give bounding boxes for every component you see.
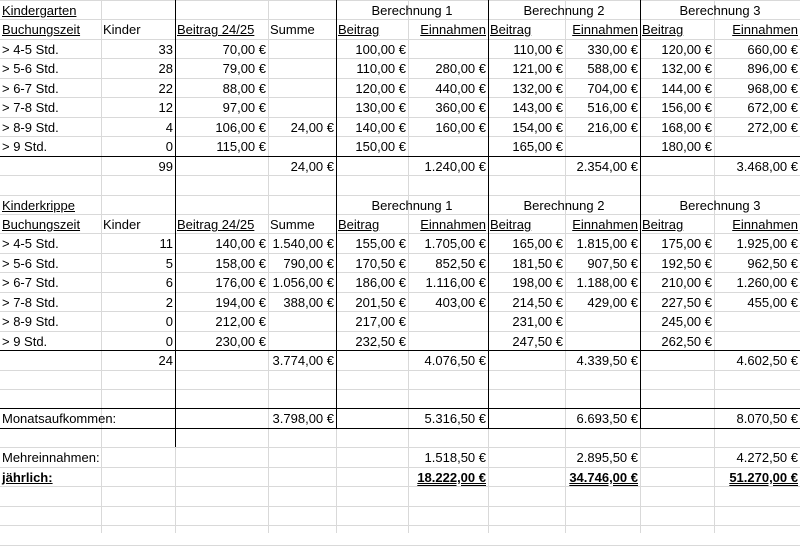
calc-title[interactable]: Berechnung 1 — [371, 3, 453, 18]
cell-kinder[interactable]: 4 — [165, 120, 173, 135]
cell-beitrag[interactable]: 140,00 € — [215, 236, 266, 251]
header-summe[interactable]: Summe — [270, 217, 315, 232]
cell-e2[interactable] — [565, 137, 640, 156]
cell-e3[interactable]: 272,00 € — [747, 120, 798, 135]
row-label[interactable]: > 6-7 Std. — [2, 275, 59, 290]
cell-b1[interactable]: 120,00 € — [355, 81, 406, 96]
row-label[interactable]: > 4-5 Std. — [2, 236, 59, 251]
cell-e3[interactable]: 896,00 € — [747, 61, 798, 76]
header-calc-beitrag[interactable]: Beitrag — [338, 22, 380, 37]
cell-e3[interactable]: 968,00 € — [747, 81, 798, 96]
gridline-row — [0, 506, 800, 507]
cell-summe[interactable] — [268, 40, 336, 59]
jaehrlich-e3[interactable]: 51.270,00 € — [729, 470, 798, 485]
cell-summe[interactable] — [268, 137, 336, 156]
cell-b2[interactable]: 247,50 € — [512, 334, 563, 349]
jaehrlich-e2[interactable]: 34.746,00 € — [569, 470, 638, 485]
cell-b2[interactable]: 165,00 € — [512, 236, 563, 251]
cell-e1[interactable] — [408, 312, 488, 331]
cell-b1[interactable]: 110,00 € — [356, 61, 406, 76]
cell-e3[interactable] — [714, 312, 800, 331]
cell-e2[interactable]: 429,00 € — [587, 295, 638, 310]
row-label[interactable]: > 5-6 Std. — [2, 256, 59, 271]
cell-beitrag[interactable]: 88,00 € — [222, 81, 266, 96]
cell-beitrag[interactable]: 230,00 € — [215, 334, 266, 349]
cell-b3[interactable]: 180,00 € — [661, 139, 712, 154]
cell-e2[interactable]: 216,00 € — [587, 120, 638, 135]
cell-e1[interactable]: 1.705,00 € — [424, 236, 486, 251]
cell-b2[interactable]: 198,00 € — [512, 275, 563, 290]
calc-title[interactable]: Berechnung 3 — [679, 198, 761, 213]
cell-b1[interactable]: 155,00 € — [355, 236, 406, 251]
cell-kinder[interactable]: 33 — [158, 42, 173, 57]
header-calc-einnahmen[interactable]: Einnahmen — [732, 22, 798, 37]
cell-e1[interactable] — [408, 40, 488, 59]
cell-summe[interactable]: 388,00 € — [283, 295, 334, 310]
monat-e1[interactable]: 5.316,50 € — [424, 411, 486, 426]
cell-b3[interactable]: 132,00 € — [661, 61, 712, 76]
cell-b3[interactable]: 175,00 € — [661, 236, 712, 251]
cell-e1[interactable]: 1.116,00 € — [425, 275, 486, 290]
cell-beitrag[interactable]: 194,00 € — [215, 295, 266, 310]
mehr-e3[interactable]: 4.272,50 € — [736, 450, 798, 465]
cell-kinder[interactable]: 11 — [159, 236, 173, 251]
cell-b2[interactable]: 214,50 € — [512, 295, 563, 310]
cell-beitrag[interactable]: 106,00 € — [215, 120, 266, 135]
total-kinder[interactable]: 24 — [158, 353, 173, 368]
cell-e1[interactable]: 440,00 € — [435, 81, 486, 96]
total-e3[interactable]: 3.468,00 € — [736, 159, 798, 174]
header-calc-beitrag[interactable]: Beitrag — [642, 217, 684, 232]
cell-e2[interactable]: 516,00 € — [587, 100, 638, 115]
monat-summe[interactable]: 3.798,00 € — [272, 411, 334, 426]
header-calc-beitrag[interactable]: Beitrag — [490, 22, 532, 37]
cell-e2[interactable]: 330,00 € — [587, 42, 638, 57]
cell-e3[interactable]: 962,50 € — [747, 256, 798, 271]
gridline-row — [0, 370, 800, 371]
row-label[interactable]: > 5-6 Std. — [2, 61, 59, 76]
cell-b3[interactable]: 168,00 € — [661, 120, 712, 135]
cell-e3[interactable]: 1.260,00 € — [736, 275, 798, 290]
cell-summe[interactable] — [268, 79, 336, 98]
row-label[interactable]: > 8-9 Std. — [2, 314, 59, 329]
cell-b2[interactable]: 143,00 € — [512, 100, 563, 115]
cell-summe[interactable]: 790,00 € — [283, 256, 334, 271]
cell-b1[interactable]: 201,50 € — [355, 295, 406, 310]
cell-summe[interactable]: 1.540,00 € — [272, 236, 334, 251]
cell-b2[interactable]: 231,00 € — [512, 314, 563, 329]
cell-b2[interactable]: 165,00 € — [512, 139, 563, 154]
cell-summe[interactable] — [268, 59, 336, 78]
cell-b1[interactable]: 217,00 € — [355, 314, 406, 329]
cell-e3[interactable] — [714, 137, 800, 156]
total-e1[interactable]: 4.076,50 € — [424, 353, 486, 368]
cell-e3[interactable]: 672,00 € — [747, 100, 798, 115]
cell-b2[interactable]: 110,00 € — [513, 42, 563, 57]
cell-kinder[interactable]: 28 — [158, 61, 173, 76]
cell-beitrag[interactable]: 97,00 € — [222, 100, 266, 115]
total-e2[interactable]: 2.354,00 € — [576, 159, 638, 174]
cell-e2[interactable]: 907,50 € — [587, 256, 638, 271]
cell-beitrag[interactable]: 70,00 € — [222, 42, 266, 57]
cell-e1[interactable]: 160,00 € — [435, 120, 486, 135]
cell-e1[interactable]: 280,00 € — [435, 61, 486, 76]
cell-kinder[interactable]: 0 — [165, 139, 173, 154]
row-label[interactable]: > 7-8 Std. — [2, 295, 59, 310]
cell-beitrag[interactable]: 212,00 € — [215, 314, 266, 329]
cell-b1[interactable]: 100,00 € — [355, 42, 406, 57]
cell-e1[interactable]: 852,50 € — [435, 256, 486, 271]
cell-e2[interactable]: 704,00 € — [587, 81, 638, 96]
header-summe[interactable]: Summe — [270, 22, 315, 37]
cell-summe[interactable]: 1.056,00 € — [272, 275, 334, 290]
header-calc-einnahmen[interactable]: Einnahmen — [572, 22, 638, 37]
section-title[interactable]: Kinderkrippe — [2, 198, 75, 213]
header-buchungszeit[interactable]: Buchungszeit — [2, 217, 81, 232]
header-beitrag[interactable]: Beitrag 24/25 — [177, 217, 255, 232]
mehr-label[interactable]: Mehreinnahmen: — [2, 450, 100, 465]
row-label[interactable]: > 4-5 Std. — [2, 42, 59, 57]
cell-b3[interactable]: 227,50 € — [661, 295, 712, 310]
gridline-row — [0, 525, 800, 526]
cell-kinder[interactable]: 2 — [165, 295, 173, 310]
cell-b3[interactable]: 144,00 € — [661, 81, 712, 96]
cell-e1[interactable] — [408, 137, 488, 156]
header-calc-einnahmen[interactable]: Einnahmen — [732, 217, 798, 232]
cell-kinder[interactable]: 5 — [165, 256, 173, 271]
cell-e3[interactable] — [714, 332, 800, 351]
cell-b3[interactable]: 245,00 € — [661, 314, 712, 329]
calc-title[interactable]: Berechnung 3 — [679, 3, 761, 18]
row-label[interactable]: > 6-7 Std. — [2, 81, 59, 96]
cell-kinder[interactable]: 0 — [165, 334, 173, 349]
cell-b1[interactable]: 170,50 € — [355, 256, 406, 271]
total-kinder[interactable]: 99 — [158, 159, 173, 174]
cell-e2[interactable] — [565, 332, 640, 351]
calc-title[interactable]: Berechnung 1 — [371, 198, 453, 213]
header-beitrag[interactable]: Beitrag 24/25 — [177, 22, 255, 37]
cell-b1[interactable]: 130,00 € — [355, 100, 406, 115]
cell-b2[interactable]: 154,00 € — [512, 120, 563, 135]
cell-b2[interactable]: 181,50 € — [512, 256, 563, 271]
header-calc-beitrag[interactable]: Beitrag — [338, 217, 380, 232]
cell-b3[interactable]: 120,00 € — [661, 42, 712, 57]
cell-e3[interactable]: 660,00 € — [747, 42, 798, 57]
cell-b2[interactable]: 121,00 € — [512, 61, 563, 76]
calc-title[interactable]: Berechnung 2 — [523, 198, 605, 213]
cell-e3[interactable]: 1.925,00 € — [736, 236, 798, 251]
cell-beitrag[interactable]: 158,00 € — [215, 256, 266, 271]
cell-b3[interactable]: 262,50 € — [661, 334, 712, 349]
header-kinder[interactable]: Kinder — [103, 217, 141, 232]
gridline-row — [0, 389, 800, 390]
cell-b1[interactable]: 186,00 € — [355, 275, 406, 290]
row-label[interactable]: > 9 Std. — [2, 334, 48, 349]
cell-kinder[interactable]: 12 — [158, 100, 173, 115]
row-label[interactable]: > 8-9 Std. — [2, 120, 59, 135]
cell-b1[interactable]: 232,50 € — [355, 334, 406, 349]
cell-b3[interactable]: 156,00 € — [661, 100, 712, 115]
cell-beitrag[interactable]: 115,00 € — [216, 139, 266, 154]
cell-e2[interactable] — [565, 312, 640, 331]
monat-e2[interactable]: 6.693,50 € — [576, 411, 638, 426]
jaehrlich-e1[interactable]: 18.222,00 € — [417, 470, 486, 485]
cell-kinder[interactable]: 6 — [165, 275, 173, 290]
cell-e1[interactable] — [408, 332, 488, 351]
monat-label[interactable]: Monatsaufkommen: — [2, 411, 117, 426]
monat-e3[interactable]: 8.070,50 € — [736, 411, 798, 426]
cell-kinder[interactable]: 22 — [158, 81, 173, 96]
cell-e2[interactable]: 1.815,00 € — [576, 236, 638, 251]
cell-kinder[interactable]: 0 — [165, 314, 173, 329]
cell-e3[interactable]: 455,00 € — [747, 295, 798, 310]
calc-title[interactable]: Berechnung 2 — [523, 3, 605, 18]
cell-e2[interactable]: 588,00 € — [587, 61, 638, 76]
header-kinder[interactable]: Kinder — [103, 22, 141, 37]
cell-summe[interactable]: 24,00 € — [290, 120, 334, 135]
row-label[interactable]: > 7-8 Std. — [2, 100, 59, 115]
total-summe[interactable]: 3.774,00 € — [272, 353, 334, 368]
cell-e1[interactable]: 403,00 € — [435, 295, 486, 310]
cell-summe[interactable] — [268, 98, 336, 117]
total-e2[interactable]: 4.339,50 € — [576, 353, 638, 368]
row-label[interactable]: > 9 Std. — [2, 139, 48, 154]
cell-summe[interactable] — [268, 312, 336, 331]
cell-b2[interactable]: 132,00 € — [512, 81, 563, 96]
header-calc-einnahmen[interactable]: Einnahmen — [420, 22, 486, 37]
section-title[interactable]: Kindergarten — [2, 3, 77, 18]
header-calc-einnahmen[interactable]: Einnahmen — [572, 217, 638, 232]
mehr-e2[interactable]: 2.895,50 € — [576, 450, 638, 465]
cell-b1[interactable]: 140,00 € — [355, 120, 406, 135]
jaehrlich-label[interactable]: jährlich: — [2, 470, 53, 485]
cell-beitrag[interactable]: 79,00 € — [222, 61, 266, 76]
cell-e1[interactable]: 360,00 € — [435, 100, 486, 115]
header-calc-einnahmen[interactable]: Einnahmen — [420, 217, 486, 232]
mehr-e1[interactable]: 1.518,50 € — [424, 450, 486, 465]
header-buchungszeit[interactable]: Buchungszeit — [2, 22, 81, 37]
cell-summe[interactable] — [268, 332, 336, 351]
cell-b3[interactable]: 192,50 € — [661, 256, 712, 271]
cell-b1[interactable]: 150,00 € — [355, 139, 406, 154]
header-calc-beitrag[interactable]: Beitrag — [490, 217, 532, 232]
cell-beitrag[interactable]: 176,00 € — [215, 275, 266, 290]
cell-e2[interactable]: 1.188,00 € — [576, 275, 638, 290]
border-vertical — [175, 428, 176, 447]
total-e1[interactable]: 1.240,00 € — [424, 159, 486, 174]
header-calc-beitrag[interactable]: Beitrag — [642, 22, 684, 37]
total-summe[interactable]: 24,00 € — [290, 159, 334, 174]
monat-border-bottom — [0, 428, 800, 429]
total-e3[interactable]: 4.602,50 € — [736, 353, 798, 368]
cell-b3[interactable]: 210,00 € — [661, 275, 712, 290]
